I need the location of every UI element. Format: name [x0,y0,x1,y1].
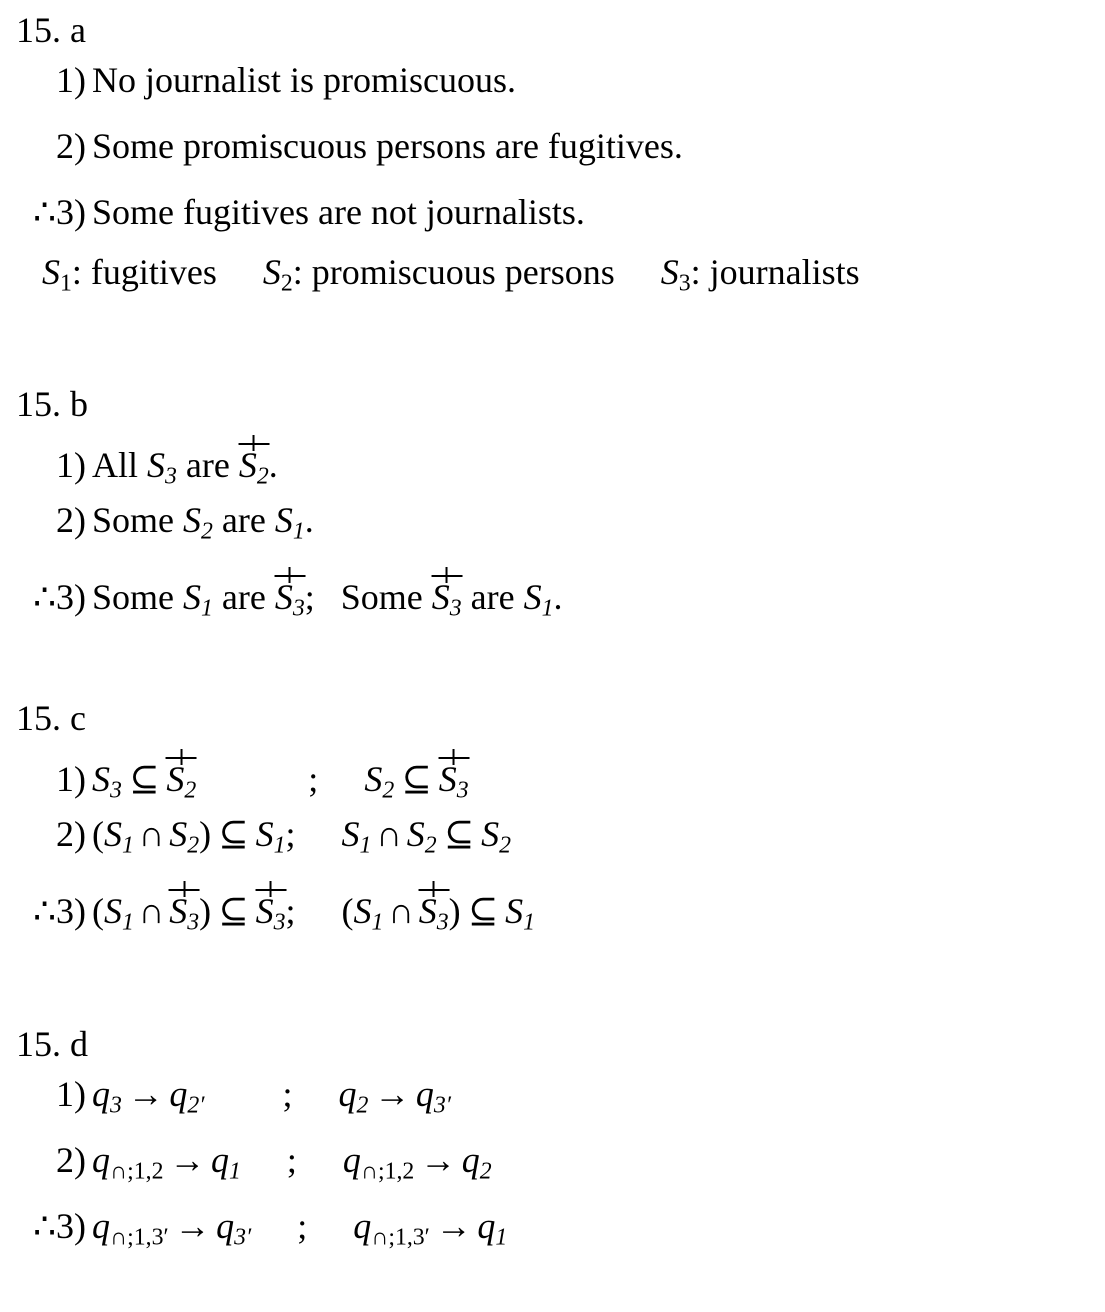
state-index: ∩;1,3′ [110,1224,169,1251]
set-index: 1 [122,832,134,859]
item-expression [92,500,314,545]
list-item [0,62,1105,128]
set-index: 1 [273,832,286,859]
clause-separator: ; [285,890,296,931]
state-symbol: q [338,1074,357,1114]
set-symbol: S [274,576,293,617]
item-expression [92,1140,492,1185]
symbol-definitions [0,254,1105,312]
set-symbol: S [481,814,500,854]
list-item [0,750,1105,816]
intersection-operator-icon: ∩ [388,890,415,931]
end-punctuation: . [553,576,563,617]
definition-s1 [42,252,217,297]
open-paren: ( [341,890,354,931]
set-symbol: S [255,890,274,931]
item-expression [92,436,278,490]
item-expression [92,568,563,622]
arrow-icon: → [374,1074,411,1114]
state-symbol: q [92,1206,110,1246]
barred-set-symbol [238,436,269,490]
set-symbol: S [418,890,437,931]
set-index: 2 [184,777,197,804]
section-15d-items [0,1076,1105,1268]
definition-separator: : [292,252,303,292]
state-index: 2 [479,1158,492,1185]
symbol-index: 3 [678,270,691,297]
set-index: 1 [359,832,372,859]
item-text: Some fugitives are not journalists. [92,192,585,232]
symbol-name: S [262,252,281,292]
item-marker [0,194,92,230]
set-index: 3 [110,777,122,804]
set-symbol: S [353,890,372,931]
state-index: 1 [228,1158,241,1185]
symbol-name: S [660,252,679,292]
barred-set-symbol [166,750,197,804]
intersection-operator-icon: ∩ [138,890,165,931]
intersection-operator-icon: ∩ [376,814,403,854]
state-index: 2′ [187,1092,205,1119]
set-symbol: S [523,576,542,617]
section-15b-items [0,436,1105,628]
definition-separator: : [690,252,701,292]
state-symbol: q [210,1140,229,1180]
set-symbol: S [92,758,110,799]
section-heading-15c: 15. c [16,698,86,738]
open-paren: ( [92,890,104,931]
item-marker-number: 3) [56,890,86,931]
set-symbol: S [147,444,166,485]
quantifier-word: All [92,444,139,485]
state-index: 1 [495,1224,508,1251]
copula-word: are [185,444,230,485]
item-marker-number: 3) [56,576,86,617]
set-index: 2 [187,832,200,859]
intersection-operator-icon: ∩ [138,814,165,854]
barred-set-symbol [274,568,305,622]
set-symbol: S [255,814,274,854]
item-expression [92,750,469,804]
item-marker [0,890,92,931]
set-symbol: S [104,814,122,854]
set-index: 1 [122,909,134,936]
copula-word: are [221,576,266,617]
clause-separator: ; [308,758,319,799]
item-marker: 1) [56,444,86,485]
therefore-icon: ∴ [33,890,56,931]
item-marker: 1) [56,60,86,100]
end-punctuation: . [268,444,278,485]
barred-set-symbol [418,882,449,936]
open-paren: ( [92,814,104,854]
state-symbol: q [169,1074,188,1114]
item-marker-number: 3) [56,192,86,232]
set-index: 1 [371,909,384,936]
section-15c [0,700,1105,942]
list-item [0,1142,1105,1208]
item-expression [92,1206,508,1251]
list-item [0,882,1105,942]
section-15b [0,386,1105,628]
set-index: 3 [456,777,469,804]
clause-separator: ; [286,1140,297,1180]
quantifier-word: Some [92,576,175,617]
arrow-icon: → [127,1074,164,1114]
section-heading-15d: 15. d [16,1024,88,1064]
item-expression [92,882,536,936]
clause-separator: ; [282,1074,293,1114]
set-symbol: S [183,576,202,617]
state-symbol: q [415,1074,434,1114]
set-symbol: S [438,758,457,799]
item-marker: 2) [56,1140,86,1180]
barred-set-symbol [255,882,286,936]
definition-meaning: journalists [709,252,860,292]
clause-separator: ; [285,814,296,854]
arrow-icon: → [169,1140,206,1180]
subset-operator-icon: ⊆ [443,814,474,854]
therefore-icon: ∴ [33,192,56,232]
symbol-index: 1 [60,270,72,297]
list-item [0,128,1105,194]
list-item [0,1208,1105,1268]
state-index: ∩;1,2 [360,1158,415,1185]
subset-operator-icon: ⊆ [218,890,249,931]
arrow-icon: → [435,1206,472,1246]
list-item [0,502,1105,568]
state-symbol: q [342,1140,361,1180]
set-index: 2 [201,518,213,545]
state-symbol: q [92,1074,110,1114]
list-item [0,816,1105,882]
symbol-name: S [42,252,60,292]
item-marker: 1) [56,758,86,799]
copula-word: are [470,576,515,617]
definition-meaning: fugitives [90,252,217,292]
quantifier-word: Some [340,576,423,617]
set-symbol: S [341,814,360,854]
state-symbol: q [461,1140,480,1180]
section-heading-15a: 15. a [16,10,86,50]
state-symbol: q [216,1206,235,1246]
set-index: 3 [449,595,462,622]
set-index: 2 [256,463,269,490]
therefore-icon: ∴ [33,576,56,617]
state-symbol: q [353,1206,372,1246]
set-symbol: S [505,890,524,931]
item-marker: 1) [56,1074,86,1114]
item-expression [92,1074,451,1119]
item-text: Some promiscuous persons are fugitives. [92,126,683,166]
section-15a-items [0,62,1105,312]
arrow-icon: → [420,1140,457,1180]
set-symbol: S [238,444,257,485]
set-symbol: S [169,890,188,931]
list-item [0,1076,1105,1142]
list-item [0,194,1105,254]
item-marker-number: 3) [56,1206,86,1246]
clause-separator: ; [297,1206,308,1246]
set-symbol: S [364,758,383,799]
state-index: 2 [356,1092,369,1119]
quantifier-word: Some [92,500,175,540]
subset-operator-icon: ⊆ [467,890,498,931]
item-marker: 2) [56,814,86,854]
set-index: 1 [201,595,213,622]
state-symbol: q [477,1206,496,1246]
state-symbol: q [92,1140,110,1180]
definition-s2 [262,252,615,297]
arrow-icon: → [174,1206,211,1246]
state-index: ∩;1,3′ [371,1224,430,1251]
item-text: No journalist is promiscuous. [92,60,516,100]
set-index: 3 [292,595,305,622]
set-index: 2 [424,832,437,859]
set-index: 1 [292,518,305,545]
definition-separator: : [71,252,82,292]
section-15a [0,12,1105,312]
set-index: 3 [273,909,286,936]
set-symbol: S [166,758,185,799]
end-punctuation: . [304,500,314,540]
set-index: 3 [165,463,177,490]
item-marker [0,576,92,617]
item-expression [92,814,512,859]
definition-s3 [660,252,860,297]
state-index: 3 [110,1092,122,1119]
set-symbol: S [169,814,188,854]
therefore-icon: ∴ [33,1206,56,1246]
set-index: 3 [187,909,200,936]
item-marker [0,1208,92,1244]
subset-operator-icon: ⊆ [129,758,160,799]
close-paren: ) [199,890,212,931]
state-index: ∩;1,2 [110,1158,164,1185]
set-symbol: S [406,814,425,854]
set-index: 3 [436,909,449,936]
copula-word: are [221,500,266,540]
subset-operator-icon: ⊆ [401,758,432,799]
section-heading-15b: 15. b [16,384,88,424]
list-item [0,568,1105,628]
set-index: 1 [541,595,554,622]
barred-set-symbol [169,882,200,936]
subset-operator-icon: ⊆ [218,814,249,854]
state-index: 3′ [433,1092,451,1119]
item-marker: 2) [56,126,86,166]
barred-set-symbol [438,750,469,804]
close-paren: ) [448,890,461,931]
set-index: 1 [523,909,536,936]
item-marker: 2) [56,500,86,540]
state-index: 3′ [234,1224,252,1251]
set-symbol: S [274,500,293,540]
section-15c-items [0,750,1105,942]
close-paren: ) [199,814,212,854]
clause-separator: ; [304,576,315,617]
set-symbol: S [431,576,450,617]
set-index: 2 [382,777,395,804]
barred-set-symbol [431,568,462,622]
set-symbol: S [104,890,122,931]
list-item [0,436,1105,502]
symbol-index: 2 [280,270,293,297]
definition-meaning: promiscuous persons [311,252,615,292]
section-15d [0,1026,1105,1268]
set-symbol: S [183,500,202,540]
set-index: 2 [499,832,512,859]
